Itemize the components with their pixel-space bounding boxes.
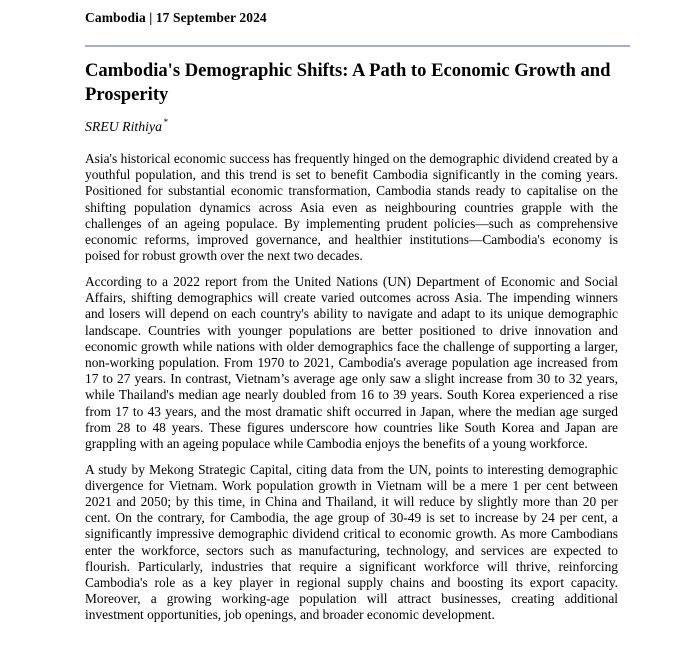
author-footnote-marker: * <box>163 118 168 129</box>
paragraph-3: A study by Mekong Strategic Capital, citing data from the UN, points to interesting demographic divergence for Vietnam. Work population growth in Vietnam will be a mere 1 per cent between 2021 and 2050; by this time, in China and Thailand, it will reduce by slightly more than 20 per cent. On the contrary, for Cambodia, the age group of 30-49 is set to increase by 24 per cent, a significantly impressive demographic dividend critical to economic growth. As more Cambodians enter the workforce, sectors such as manufacturing, technology, and services are expected to flourish. Particularly, industries that require a significant workforce will thrive, reinforcing Cambodia's role as a key player in regional supply chains and boosting its export capacity. Moreover, a growing working-age population will attract businesses, creating additional investment opportunities, job openings, and broader economic development. <box>85 461 618 623</box>
article-title: Cambodia's Demographic Shifts: A Path to Economic Growth and Prosperity <box>85 60 611 105</box>
author-name: SREU Rithiya <box>85 119 163 134</box>
paragraph-2: According to a 2022 report from the United Nations (UN) Department of Economic and Social Affairs, shifting demographics will create varied outcomes across Asia. The impending winners and losers will depend on each country's ability to navigate and adapt to its unique demographic landscape. Countries with younger populations are better positioned to drive innovation and economic growth while nations with older demographics face the challenge of supporting a larger, non-working population. From 1970 to 2021, Cambodia's average population age increased from 17 to 27 years. In contrast, Vietnam’s average age only saw a slight increase from 30 to 32 years, while Thailand's median age nearly doubled from 16 to 39 years. South Korea experienced a rise from 17 to 43 years, and the most dramatic shift occurred in Japan, where the median age surged from 28 to 48 years. These figures underscore how countries like South Korea and Japan are grappling with an ageing populace while Cambodia enjoys the benefits of a young workforce. <box>85 273 618 451</box>
article-body <box>85 151 618 633</box>
doc-header-dateline: Cambodia | 17 September 2024 <box>85 10 267 25</box>
paragraph-1: Asia's historical economic success has frequently hinged on the demographic dividend created by a youthful population, and this trend is set to benefit Cambodia significantly in the coming years. Positioned for substantial economic transformation, Cambodia stands ready to capitalise on the shifting population dynamics across Asia even as neighbouring countries grapple with the challenges of an ageing populace. By implementing prudent policies—such as comprehensive economic reforms, improved governance, and healthier institutions—Cambodia's economy is poised for robust growth over the next two decades. <box>85 151 618 264</box>
header-divider-rule <box>85 45 630 47</box>
author-line <box>85 119 618 135</box>
